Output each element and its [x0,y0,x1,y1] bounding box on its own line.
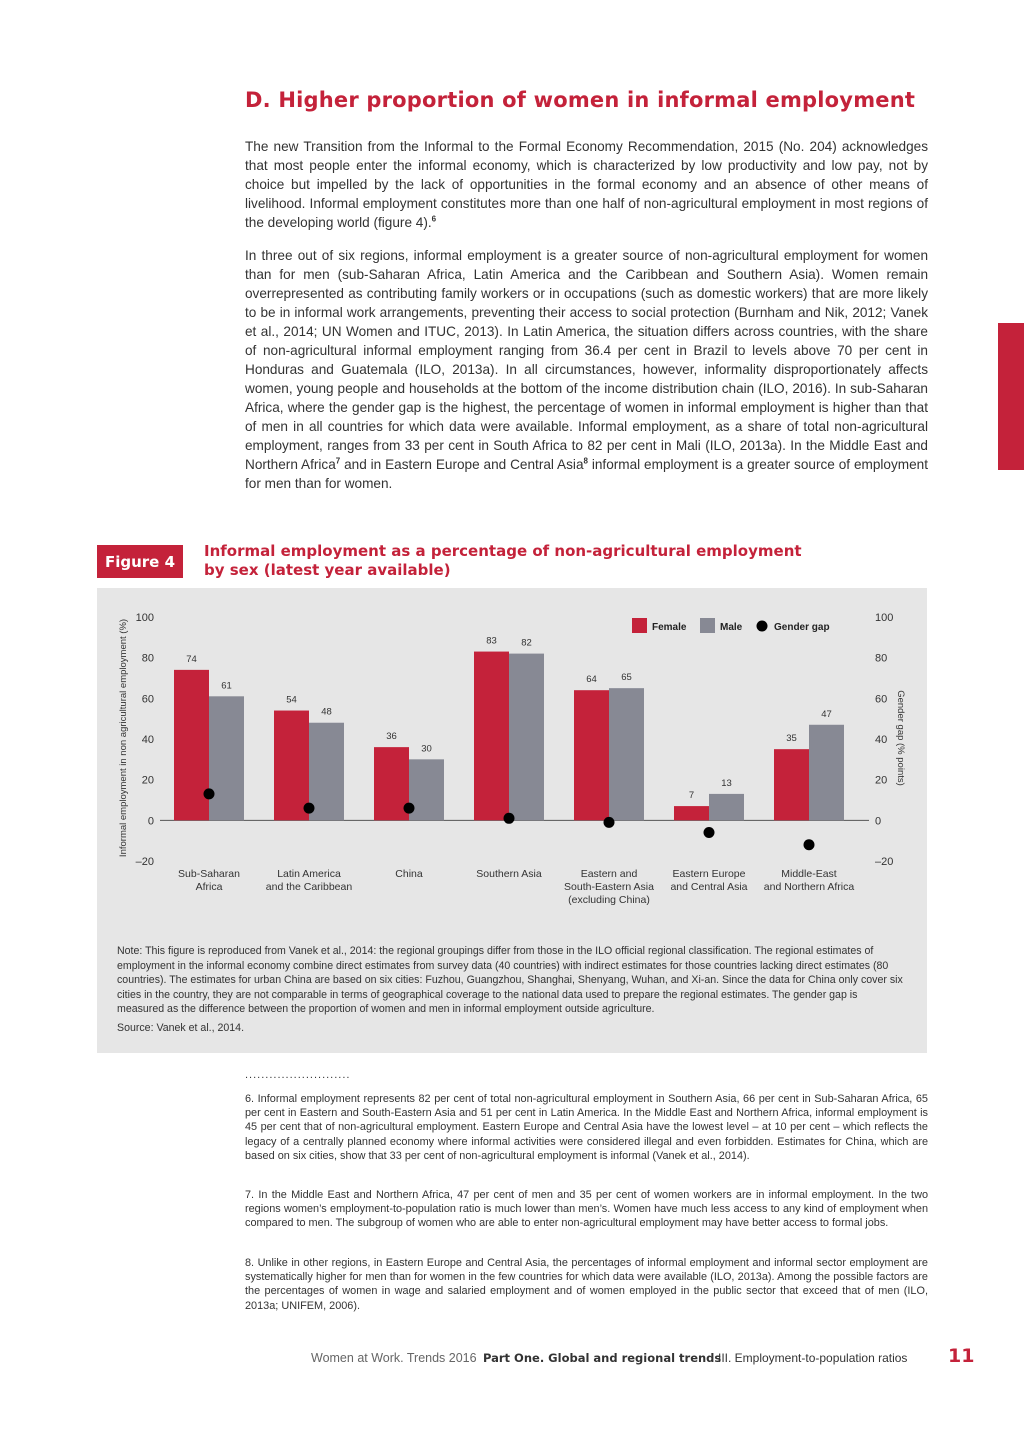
legend-label-female: Female [652,622,687,633]
bar-female [174,670,209,820]
paragraph-2-text-b: and in Eastern Europe and Central Asia [340,457,584,472]
bar-chart [97,588,927,928]
bar-female [574,690,609,820]
x-category-label: Eastern Europe [672,868,746,880]
y-tick-label-left: 20 [141,774,154,787]
bar-male [809,725,844,821]
data-label-female: 7 [688,790,695,802]
legend-swatch-female [632,618,647,633]
y-tick-label-right: 20 [875,774,888,787]
footnote-8: 8. Unlike in other regions, in Eastern Europe and Central Asia, the percentages of informal employment and informal sector employment are systematically higher for men than for women in the few countries for which data were available (ILO, 2013a). Among the possible factors are the percentages of women in wage and salaried employment and of women employed in the public sector that exceed that of men (ILO, 2013a; UNIFEM, 2006). [245,1257,928,1312]
x-category-label: (excluding China) [568,894,650,906]
legend-marker-gender-gap [757,621,768,632]
gender-gap-dot [604,817,615,828]
footer-part: Part One. Global and regional trends [483,1351,722,1365]
x-category-label: Middle-East [781,868,837,880]
bar-male [409,759,444,820]
y-axis-title: Informal employment in non agricultural employment (%) [118,618,129,858]
paragraph-2-text-a: In three out of six regions, informal employment is a greater source of non-agricultural employment for women than for men (sub-Saharan Africa, Latin America and the Caribbean and Southern Asia). Women remain overrepresented as contributing family workers or in occupations (such as domestic workers) that are more likely to be in informal work arrangements, preventing their access to social protection (Burnham and Nik, 2012; Vanek et al., 2014; UN Women and ITUC, 2013). In Latin America, the situation differs across countries, with the share of non-agricultural informal employment ranging from 36.4 per cent in Brazil to levels above 70 per cent in Honduras and Guatemala (ILO, 2013a). In all circumstances, however, informality disproportionately affects women, young people and households at the bottom of the income distribution chain (ILO, 2016). In sub-Saharan Africa, where the gender gap is the highest, the percentage of women in informal employment is higher than that of men in all countries for which data were available. Informal employment, as a share of total non-agricultural employment, ranges from 33 per cent in South Africa to 82 per cent in Mali (ILO, 2013a). In the Middle East and Northern Africa [245,248,928,472]
data-label-female: 83 [486,635,497,647]
paragraph-1-text: The new Transition from the Informal to the Formal Economy Recommendation, 2015 (No. 204) acknowledges that most people enter the informal economy, which is characterized by low productivity and low pay, not by choice but impelled by the lack of opportunities in the formal economy and an absence of other means of livelihood. Informal employment constitutes more than one half of non-agricultural employment in most regions of the developing world (figure 4). [245,139,928,230]
footnote-ref-7[interactable]: 7 [335,456,341,466]
bar-male [609,688,644,820]
gender-gap-dot [304,803,315,814]
page-number: 11 [948,1345,975,1367]
bar-female [274,711,309,821]
bar-male [709,794,744,820]
page-footer [0,1345,1024,1369]
gender-gap-dot [404,803,415,814]
data-label-female: 54 [286,694,297,706]
y2-axis-title: Gender gap (% points) [895,690,906,786]
data-label-female: 35 [786,733,797,745]
x-category-label: Southern Asia [476,868,542,880]
y-tick-label-right: 0 [875,815,882,828]
data-label-female: 64 [586,674,597,686]
y-tick-label-left: 40 [141,734,154,746]
section-side-tab [998,323,1024,470]
bar-male [509,654,544,821]
data-label-male: 82 [521,637,532,649]
data-label-female: 36 [386,731,397,743]
x-category-label: and the Caribbean [265,881,353,893]
bar-male [309,723,344,821]
x-category-label: South-Eastern Asia [564,881,654,893]
y-tick-label-left: 100 [135,612,154,624]
paragraph-1 [245,137,928,232]
bar-female [774,749,809,820]
data-label-male: 30 [421,743,432,755]
footnote-ref-8[interactable]: 8 [583,456,588,466]
x-category-label: and Northern Africa [763,881,855,893]
x-category-label: Eastern and [580,868,638,880]
section-title: D. Higher proportion of women in informal employment [245,88,916,112]
figure-panel [97,588,927,1053]
gender-gap-dot [504,813,515,824]
legend-label-gender-gap: Gender gap [774,622,830,633]
figure-title: Informal employment as a percentage of non-agricultural employment by sex (latest year available) [204,542,802,579]
paragraph-2-text-c: informal employment is a greater source of employment for men than for women. [245,457,928,491]
legend-label-male: Male [720,622,743,633]
gender-gap-dot [704,827,715,838]
y-tick-label-right: –20 [875,856,894,868]
data-label-male: 47 [821,708,832,720]
y-tick-label-right: 40 [875,734,888,746]
data-label-male: 61 [221,680,232,692]
figure-source: Source: Vanek et al., 2014. [117,1022,245,1034]
data-label-male: 13 [721,777,732,789]
bar-male [209,696,244,820]
data-label-female: 74 [186,653,197,665]
x-category-label: China [395,868,423,880]
y-tick-label-right: 60 [875,693,888,706]
gender-gap-dot [204,788,215,799]
y-tick-label-right: 100 [875,612,894,624]
legend-swatch-male [700,618,715,633]
y-tick-label-right: 80 [875,652,888,665]
bar-female [474,652,509,821]
paragraph-2 [245,246,928,493]
footnote-7: 7. In the Middle East and Northern Africa, 47 per cent of men and 35 per cent of women workers are in informal employment. In the two regions women’s employment-to-population ratio is much lower than men’s. Women have much less access to any kind of employment when compared to men. The subgroup of women who are able to enter non-agricultural employment may have better access to formal jobs. [245,1189,928,1230]
y-tick-label-left: 0 [147,815,154,828]
footnote-6: 6. Informal employment represents 82 per cent of total non-agricultural employment in Southern Asia, 66 per cent in Sub-Saharan Africa, 65 per cent in Eastern and South-Eastern Asia and 51 per cent in Latin America. In the Middle East and Northern Africa, informal employment is 45 per cent that of non-agricultural employment. Eastern Europe and Central Asia have the lowest level – at 10 per cent – which reflects the legacy of a centrally planned economy where informal activities were considered illegal and even forbidden. Estimates for China, which are based on six cities, show that 33 per cent of non-agricultural employment is informal (Vanek et al., 2014). [245,1093,928,1162]
footer-publication: Women at Work. Trends 2016 [311,1351,477,1365]
footnote-separator: .......................... [245,1069,351,1081]
x-category-label: Latin America [277,868,341,880]
gender-gap-dot [804,839,815,850]
footnote-ref-6[interactable]: 6 [431,214,437,224]
data-label-male: 48 [321,706,332,718]
x-category-label: and Central Asia [670,881,748,893]
x-category-label: Africa [195,881,223,893]
footer-chapter: III. Employment-to-population ratios [718,1351,908,1365]
y-tick-label-left: –20 [135,856,154,868]
bar-female [674,806,709,820]
figure-note: Note: This figure is reproduced from Vanek et al., 2014: the regional groupings differ from those in the ILO official regional classification. The regional estimates of employment in the informal economy combine direct estimates from survey data (40 countries) with indirect estimates for those countries lacking direct estimates (80 countries). The estimates for urban China are based on six cities: Fuzhou, Guangzhou, Shanghai, Shenyang, Wuhan, and Xi-an. Since the data for China only cover six cities in the country, they are not comparable in terms of geographical coverage to the national data used to prepare the regional estimates. The gender gap is measured as the difference between the proportion of women and men in informal employment outside agriculture. [117,945,903,1016]
x-category-label: Sub-Saharan [178,868,240,880]
y-tick-label-left: 80 [141,652,154,665]
data-label-male: 65 [621,672,632,684]
y-tick-label-left: 60 [141,693,154,706]
figure-label: Figure 4 [97,545,183,578]
